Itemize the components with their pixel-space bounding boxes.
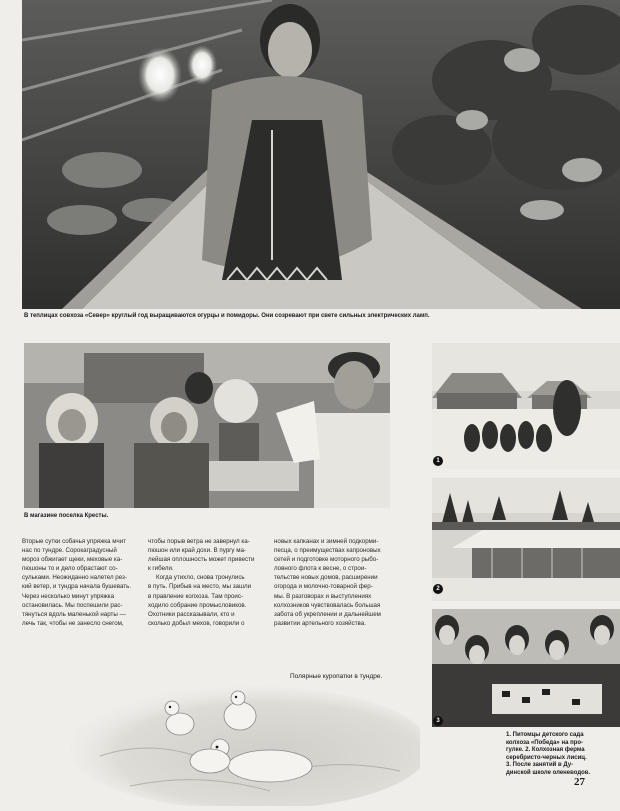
ptarmigan-photo [70, 676, 420, 806]
text-line: новых капканах и зимней подкорми- [274, 538, 379, 545]
text-line: Через несколько минут упряжка [22, 592, 115, 600]
body-column-2 [148, 537, 263, 628]
text-line: кий ветер, и тундра начала бушевать. [22, 583, 132, 591]
text-line: остановилась. Мы поспешили рас- [22, 601, 123, 609]
photo-number-3: 3 [433, 716, 443, 726]
page-number: 27 [574, 776, 585, 788]
greenhouse-caption: В теплицах совхоза «Север» круглый год выращиваются огурцы и помидоры. Они созревают при свете сильных электрических ламп. [24, 313, 430, 319]
photo-number-1: 1 [433, 456, 443, 466]
text-line: сульками. Неожиданно налетел рез- [22, 574, 127, 582]
text-line: сколько добыл мехов, говорили о [148, 619, 245, 627]
store-caption: В магазине поселка Кресты. [24, 513, 109, 519]
ptarmigan-caption: Полярные куропатки в тундре. [290, 673, 383, 680]
text-line: пюшоны то и дело обрастают со- [22, 565, 118, 573]
text-line: в путь. Прибыв на место, мы зашли [148, 583, 252, 591]
text-line: в правление колхоза. Там проис- [148, 592, 244, 600]
text-line: нас по тундре. Сорокаградусный [22, 547, 117, 555]
text-line: развитии артельного хозяйства. [274, 619, 366, 627]
caption-line: 1. Питомцы детского сада [506, 732, 584, 738]
caption-line: колхоза «Победа» на про- [506, 739, 584, 746]
fox-farm-photo [432, 478, 620, 601]
text-line: мороз обжигает щеки, меховые ка- [22, 556, 123, 564]
body-column-3 [274, 537, 390, 628]
text-line: Когда утихло, снова тронулись [156, 574, 245, 582]
text-line: песца, о преимуществах капроновых [274, 547, 381, 555]
text-line: лейшая оплошность может привести [148, 556, 255, 564]
text-line: забота об укреплении и дальнейшем [274, 610, 381, 618]
kindergarten-photo [432, 343, 620, 469]
text-line: тельстве новых домов, расширении [274, 574, 378, 582]
text-line: ловного флота к весне, о строи- [274, 565, 367, 573]
text-line: тянуться вдоль маленькой нарты — [22, 610, 126, 618]
text-line: к гибели. [148, 565, 174, 573]
text-line: чтобы порыв ветра не завернул ка- [148, 538, 250, 545]
text-line: мы. В разговорах и выступлениях [274, 592, 372, 600]
store-photo [24, 343, 390, 508]
right-photos-caption [506, 732, 590, 778]
text-line: сетей и подготовке моторного рыбо- [274, 556, 379, 564]
text-line: Вторые сутки собачья упряжка мчит [22, 538, 126, 545]
text-line: лечь так, чтобы не занесло снегом, [22, 619, 124, 627]
text-line: ходило собрание промысловиков. [148, 601, 247, 609]
body-column-1 [22, 537, 137, 628]
text-line: колхозников чувствовалась большая [274, 601, 381, 609]
greenhouse-photo [22, 0, 620, 309]
text-line: пюшон или край дохи. В пургу ма- [148, 547, 246, 555]
text-line: огорода и молочно-товарной фер- [274, 583, 373, 591]
caption-line: гулке. 2. Колхозная ферма [506, 747, 585, 754]
school-photo [432, 609, 620, 727]
caption-line: 3. После занятий в Ду- [506, 762, 574, 769]
caption-line: серебристо-черных лисиц. [506, 754, 587, 761]
photo-number-2: 2 [433, 584, 443, 594]
text-line: Охотники рассказывали, кто и [148, 610, 235, 618]
caption-line: динской школе оленеводов. [506, 769, 591, 776]
